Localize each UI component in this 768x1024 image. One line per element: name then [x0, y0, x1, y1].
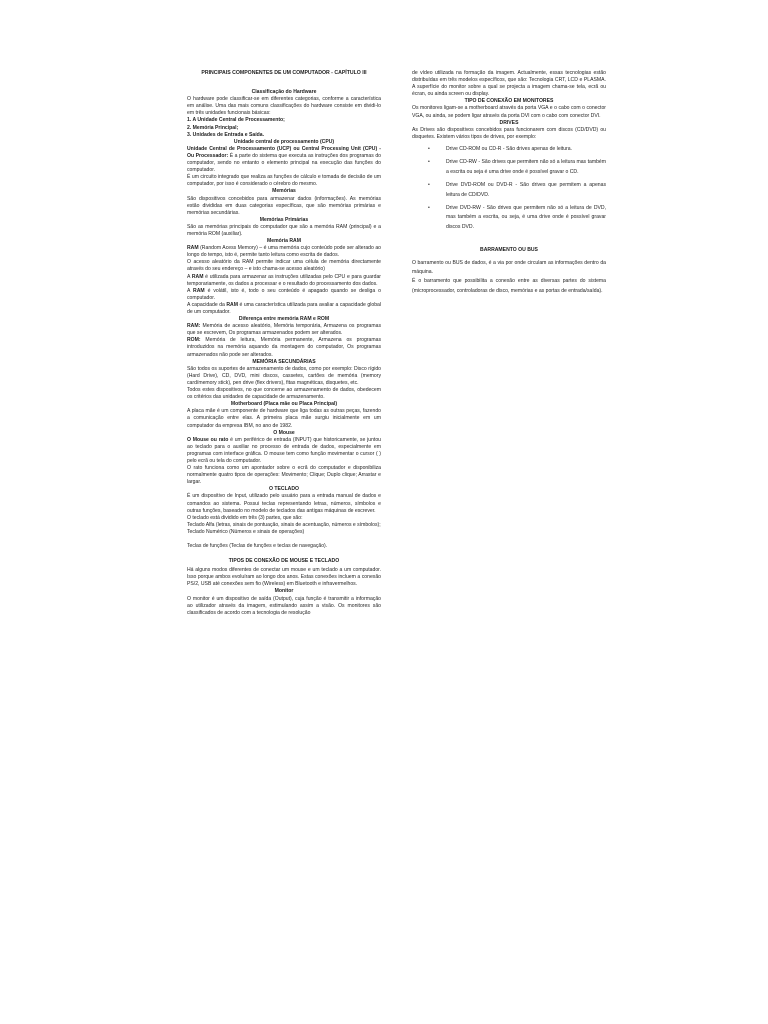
paragraph-classificacao: O hardware pode classificar-se em diferentes categorias, conforme a característica em análise. Uma das mais comuns classificações do hardware consiste em dividi-lo em três unidades funcionais básicas:	[187, 96, 381, 117]
paragraph-memorias-primarias: São as memórias principais do computador que são a memória RAM (principal) e a memória ROM (auxiliar).	[187, 223, 381, 237]
list-item: • Drive DVD-RW - São drives que permitem não só a leitura de DVD, mas também a escrita, ou seja, é uma drive onde é possível gravar discos DVD.	[428, 204, 606, 230]
heading-memorias-primarias: Memórias Primárias	[259, 216, 309, 223]
paragraph-ram: RAM (Random Acess Memory) – é uma memória cujo conteúdo pode ser alterado ao longo do tempo, isto é, permite tanto leitura como escrita de dados.	[187, 245, 381, 259]
heading-classificacao: Classificação do Hardware	[251, 89, 317, 96]
heading-conexao-monitores: TIPO DE CONEXÃO EM MONITORES	[464, 98, 554, 105]
paragraph-motherboard: A placa mãe é um componente de hardware que liga todas as outras peças, fazendo a comunicação entre elas. A primeira placa mãe surgiu inicialmente em um computador da empresa IBM, no ano de 1982.	[187, 408, 381, 429]
list-item-memoria: 2. Memória Principal;	[187, 124, 239, 131]
list-item: • Drive DVD-ROM ou DVD-R - São drives que permitem a apenas leitura de CD/DVD.	[428, 182, 606, 198]
drives-list	[412, 145, 606, 232]
heading-mouse: O Mouse	[273, 429, 295, 436]
list-item-unidades: 3. Unidades de Entrada e Saída.	[187, 131, 264, 138]
paragraph-ram-3: A RAM é utilizada para armazenar as instruções utilizadas pelo CPU e para guardar temporariamente, os dados a processar e o resultado do processamento dos dados.	[187, 273, 381, 287]
paragraph-mouse: O Mouse ou rato é um periférico de entrada (INPUT) que historicamente, se juntou ao teclado para o auxiliar no processo de entrada de dados, especialmente em programas com interface gráfica. O mouse tem como função movimentar o cursor ( ) pelo ecrã ou tela do computador.	[187, 436, 381, 464]
heading-tipos-conexao-mouse-teclado: TIPOS DE CONEXÃO DE MOUSE E TECLADO	[228, 558, 340, 565]
paragraph-cpu-2: É um circuito integrado que realiza as funções de cálculo e tomada de decisão de um computador, por isso é considerado o cérebro do mesmo.	[187, 174, 381, 188]
heading-monitor: Monitor	[274, 588, 294, 595]
paragraph-ram-4: A RAM é volátil, isto é, todo o seu conteúdo é apagado quando se desliga o computador.	[187, 287, 381, 301]
heading-diferenca-ram-rom: Diferença entre memória RAM e ROM	[238, 316, 330, 323]
barramento-section	[412, 246, 606, 296]
paragraph-barramento: O barramento ou BUS de dados, é a via por onde circulam as informações dentro da máquina.	[412, 259, 606, 275]
document-title: PRINCIPAIS COMPONENTES DE UM COMPUTADOR - CAPÍTULO III	[201, 70, 367, 76]
paragraph-teclado: É um dispositivo de Input, utilizado pelo usuário para a entrada manual de dados e comandos ao sistema. Possui teclas representando letras, números, símbolos e outras funções, baseado no modelo de teclados das antigas máquinas de escrever.	[187, 493, 381, 514]
heading-barramento: BARRAMENTO OU BUS	[480, 247, 538, 254]
paragraph-monitor-continued: de vídeo utilizada na formação da imagem. Actualmente, essas tecnologias estão distribuídas em três modelos específicos, que são: Tecnologia CRT, LCD e PLASMA. A superfície do monitor sobre a qual se projecta a imagem chama-se tela, ecrã ou écran, ou ainda screen ou display.	[412, 70, 606, 98]
paragraph-ram-5: A capacidade da RAM é uma característica utilizada para avaliar a capacidade global de um computador.	[187, 301, 381, 315]
list-item-cpu: 1. A Unidade Central de Processamento;	[187, 117, 285, 124]
paragraph-memoria-secundarias: São todos os suportes de armazenamento de dados, como por exemplo: Disco rígido (Hard Drive), CD, DVD, mini discos, cassetes, cartões de memória (memory card/memory stick), pen drive (flex drivers), fitas magnéticas, disquetes, etc.	[187, 365, 381, 386]
paragraph-tipos-conexao-mouse-teclado: Há alguns modos diferentes de conectar um mouse e um teclado a um computador. Isso porque ambos evoluíram ao longo dos anos. Estas conexões incluem a conexão PS/2, USB até conexões sem fio (Wireless) em Bluetooth e infravermelhos.	[187, 567, 381, 588]
paragraph-drives: As Drives são dispositivos concebidos para funcionarem com discos (CD/DVD) ou disquetes. Existem vários tipos de drives, por exemplo:	[412, 126, 606, 140]
heading-teclado: O TECLADO	[269, 486, 299, 493]
list-item: • Drive CD-ROM ou CD-R - São drives apenas de leitura.	[428, 145, 572, 152]
right-column	[412, 70, 606, 296]
list-item: • Drive CD-RW - São drives que permitem não só a leitura mas também a escrita ou seja é uma drive onde é possível gravar o CD.	[428, 159, 606, 175]
paragraph-barramento-2: É o barramento que possibilita a conexão entre as diversas partes do sistema (microprocessador, controladoras de disco, memórias e as portas de entrada/saída).	[412, 278, 606, 294]
paragraph-teclado-4: Teclado Numérico (Números e sinais de operações)	[187, 528, 305, 535]
paragraph-diferenca-rom: ROM: Memória de leitura, Memória permanente, Armazena os programas introduzidos na memória aquando da montagem do computador, Os programas armazenados não pode ser alterados.	[187, 337, 381, 358]
paragraph-teclado-3: Teclado Alfa (letras, sinais de pontuação, sinais de acentuação, números e símbolos);	[187, 521, 381, 528]
heading-memoria-ram: Memória RAM	[267, 238, 301, 245]
paragraph-conexao-monitores: Os monitores ligam-se a motherboard através da porta VGA e o cabo com o conector VGA, ou ainda, se podem ligar através da porta DVI com o cabo com conector DVI.	[412, 105, 606, 119]
heading-drives: DRIVES	[499, 119, 519, 126]
heading-cpu: Unidade central de processamento (CPU)	[233, 138, 335, 145]
paragraph-monitor: O monitor é um dispositivo de saída (Output), cuja função é transmitir a informação ao utilizador através da imagem, estimulando assim a visão. Os monitores são classificados de acordo com a tecnologia de resolução	[187, 595, 381, 616]
paragraph-cpu: Unidade Central de Processamento (UCP) ou Central Processing Unit (CPU) - Ou Processador: É a parte do sistema que executa as instruções dos programas do computador, sendo no entanto o elemento principal na execução das funções do computador.	[187, 145, 382, 174]
paragraph-memoria-secundarias-2: Todos estes dispositivos, no que concerne ao armazenamento de dados, obedecem os critérios das unidades de capacidade de armazenamento.	[187, 387, 381, 401]
paragraph-ram-2: O acesso aleatório da RAM permite indicar uma célula de memória directamente através do seu endereço – e isto chama-se acesso aleatório)	[187, 259, 381, 273]
paragraph-memorias: São dispositivos concebidos para armazenar dados (informações). As memórias estão divididas em duas categorias específicas, que são memórias primárias e memórias secundárias.	[187, 195, 381, 216]
paragraph-teclado-5: Teclas de funções (Teclas de funções e teclas de navegação).	[187, 543, 328, 549]
paragraph-diferenca-ram: RAM: Memória de acesso aleatório, Memória temporária, Armazena os programas que se escrevem, Os programas armazenados podem ser alterados.	[187, 323, 381, 337]
paragraph-mouse-2: O rato funciona como um apontador sobre o ecrã do computador e disponibiliza normalmente quatro tipos de operações: Movimento; Clique; Duplo clique; Arrastar e largar.	[187, 465, 381, 486]
left-column	[187, 70, 381, 617]
heading-memoria-secundarias: MEMÓRIA SECUNDÁRIAS	[252, 358, 316, 365]
paragraph-teclado-2: O teclado está dividido em três (3) partes, que são:	[187, 514, 303, 521]
heading-memorias: Memórias	[272, 188, 296, 195]
heading-motherboard: Motherboard (Placa mãe ou Placa Principal)	[230, 401, 338, 408]
